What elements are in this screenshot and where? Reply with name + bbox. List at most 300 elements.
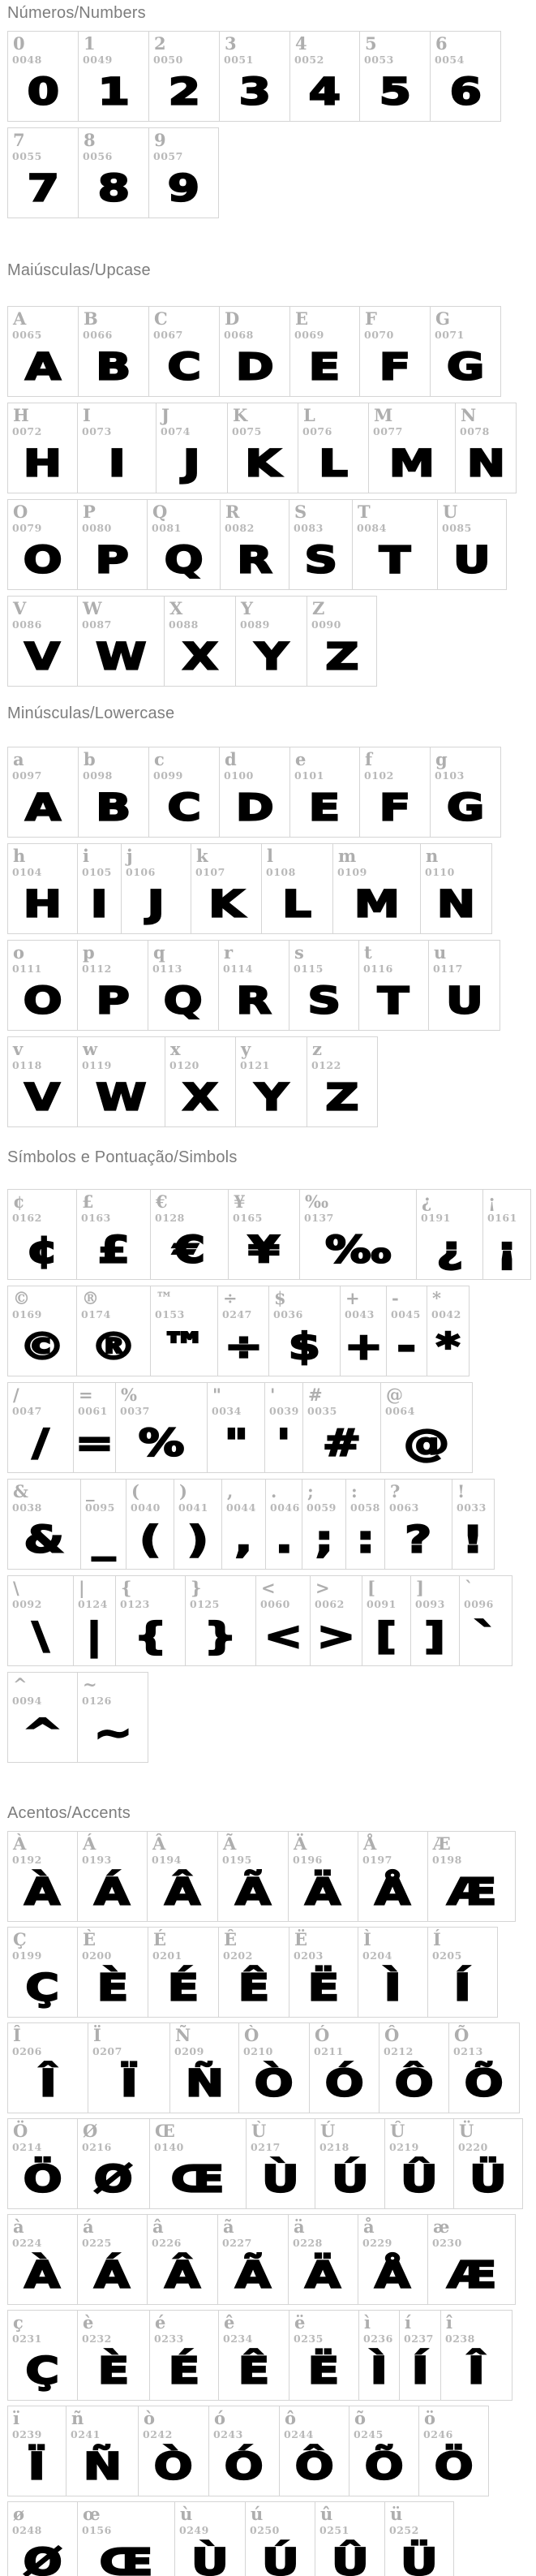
glyph-cell	[217, 2214, 289, 2305]
reference-character: Ú	[320, 2121, 336, 2141]
reference-character: .	[271, 1481, 277, 1501]
character-code: 0049	[83, 54, 113, 66]
reference-character: Ø	[83, 2121, 98, 2141]
character-code: 0056	[83, 150, 113, 162]
character-code: 0045	[391, 1308, 421, 1320]
reference-character: å	[363, 2216, 375, 2237]
character-code: 0229	[362, 2237, 392, 2249]
glyph-sample: Ô	[294, 2445, 334, 2489]
character-code: 0116	[363, 963, 393, 975]
character-code: 0163	[81, 1212, 111, 1224]
glyph-sample: K	[208, 883, 244, 927]
glyph-sample: Å	[375, 2254, 411, 2298]
character-code: 0161	[487, 1212, 517, 1224]
glyph-sample: S	[304, 539, 337, 583]
glyph-cell	[115, 1382, 208, 1473]
reference-character: ë	[294, 2312, 306, 2333]
reference-character: ]	[416, 1578, 424, 1598]
glyph-cell	[427, 1927, 498, 2018]
reference-character: è	[83, 2312, 94, 2333]
character-code: 0073	[82, 425, 112, 437]
reference-character: N	[461, 405, 477, 425]
reference-character: <	[261, 1578, 276, 1598]
reference-character: a	[13, 749, 24, 769]
glyph-sample: -	[397, 1325, 417, 1369]
glyph-sample: 9	[167, 167, 200, 211]
glyph-sample: ‰	[324, 1229, 392, 1273]
glyph-sample: Í	[411, 2350, 429, 2393]
glyph-sample: Q	[164, 980, 203, 1023]
reference-character: d	[225, 749, 237, 769]
glyph-cell	[77, 940, 148, 1031]
glyph-cell	[77, 1672, 148, 1763]
glyph-cell	[359, 747, 431, 838]
reference-character: ô	[285, 2408, 297, 2428]
character-code: 0248	[12, 2524, 42, 2536]
glyph-sample: ™	[161, 1325, 208, 1369]
glyph-cell	[77, 843, 122, 934]
glyph-cell	[78, 747, 149, 838]
glyph-sample: Â	[165, 2254, 200, 2298]
character-code: 0196	[293, 1854, 323, 1866]
reference-character: S	[294, 502, 307, 522]
character-code: 0076	[302, 425, 332, 437]
glyph-cell	[7, 747, 79, 838]
reference-character: ó	[214, 2408, 226, 2428]
glyph-sample: Â	[165, 1871, 200, 1915]
glyph-sample: Ç	[25, 1966, 60, 2010]
character-code: 0091	[367, 1598, 397, 1610]
glyph-cell	[7, 1036, 78, 1127]
glyph-row	[7, 1189, 536, 1280]
glyph-sample: Ù	[191, 2541, 229, 2576]
glyph-grid	[7, 747, 536, 1127]
glyph-sample: Ö	[434, 2445, 474, 2489]
glyph-sample: V	[24, 1076, 61, 1120]
glyph-cell	[7, 940, 78, 1031]
glyph-row	[7, 1927, 536, 2018]
glyph-cell	[359, 306, 431, 397]
glyph-cell	[427, 2214, 516, 2305]
glyph-cell	[380, 1382, 473, 1473]
glyph-cell	[88, 2022, 170, 2113]
reference-character: ,	[227, 1481, 234, 1501]
character-code: 0052	[294, 54, 324, 66]
glyph-cell	[307, 1036, 378, 1127]
character-code: 0252	[389, 2524, 419, 2536]
character-code: 0046	[270, 1501, 300, 1514]
character-code: 0037	[120, 1405, 150, 1417]
glyph-sample: ®	[90, 1325, 137, 1369]
glyph-sample: L	[282, 883, 312, 927]
character-code: 0072	[12, 425, 42, 437]
character-code: 0063	[389, 1501, 419, 1514]
glyph-sample: #	[322, 1422, 362, 1466]
reference-character: ø	[13, 2504, 25, 2524]
glyph-cell	[77, 1927, 148, 2018]
glyph-sample: \	[32, 1615, 49, 1659]
glyph-cell	[7, 1382, 74, 1473]
section-title: Símbolos e Pontuação/Simbols	[7, 1148, 238, 1166]
glyph-sample: Z	[325, 635, 358, 679]
reference-character: ™	[156, 1288, 173, 1308]
reference-character: y	[241, 1039, 251, 1059]
glyph-row	[7, 596, 536, 687]
reference-character: T	[358, 502, 371, 522]
glyph-sample: J	[183, 442, 200, 486]
reference-character: I	[83, 405, 91, 425]
glyph-grid	[7, 1831, 536, 2576]
reference-character: Í	[433, 1929, 441, 1949]
glyph-cell	[255, 1575, 311, 1666]
reference-character: ®	[82, 1288, 99, 1308]
character-code: 0121	[240, 1059, 270, 1071]
glyph-cell	[7, 1286, 77, 1376]
glyph-sample: [	[375, 1615, 397, 1659]
glyph-cell	[7, 499, 78, 590]
glyph-sample: X	[182, 1076, 218, 1120]
character-code: 0075	[232, 425, 262, 437]
character-code: 0199	[12, 1949, 42, 1962]
glyph-sample: Õ	[364, 2445, 404, 2489]
character-code: 0071	[435, 329, 465, 341]
character-code: 0074	[161, 425, 191, 437]
reference-character: `	[465, 1578, 474, 1598]
glyph-cell	[384, 1479, 452, 1570]
reference-character: À	[13, 1833, 27, 1854]
glyph-sample: Ñ	[83, 2445, 122, 2489]
glyph-sample: Ã	[235, 2254, 271, 2298]
glyph-sample: &	[24, 1518, 65, 1562]
reference-character: /	[13, 1385, 19, 1405]
glyph-cell	[218, 1927, 289, 2018]
character-code: 0219	[389, 2141, 419, 2153]
glyph-sample: Î	[39, 2062, 57, 2106]
glyph-cell	[289, 31, 360, 122]
glyph-sample: 5	[379, 71, 411, 114]
character-code: 0156	[82, 2524, 112, 2536]
glyph-cell	[148, 1927, 219, 2018]
reference-character: l	[267, 846, 273, 866]
glyph-sample: I	[108, 442, 126, 486]
glyph-cell	[150, 1189, 229, 1280]
reference-character: E	[295, 308, 309, 329]
glyph-cell	[77, 499, 148, 590]
reference-character: U	[443, 502, 458, 522]
reference-character: w	[83, 1039, 98, 1059]
glyph-sample: Í	[454, 1966, 471, 2010]
character-code: 0098	[83, 769, 113, 782]
glyph-sample: T	[379, 539, 411, 583]
reference-character: ¥	[234, 1191, 246, 1212]
character-code: 0119	[82, 1059, 112, 1071]
character-code: 0230	[432, 2237, 462, 2249]
character-code: 0086	[12, 618, 42, 631]
glyph-sample: L	[319, 442, 348, 486]
character-code: 0097	[12, 769, 42, 782]
glyph-cell	[218, 2310, 289, 2401]
character-code: 0220	[458, 2141, 488, 2153]
glyph-sample: _	[92, 1518, 115, 1562]
glyph-cell	[453, 2118, 523, 2209]
character-code: 0198	[432, 1854, 462, 1866]
character-code: 0058	[350, 1501, 380, 1514]
glyph-sample: R	[236, 980, 272, 1023]
reference-character: n	[426, 846, 439, 866]
glyph-cell	[7, 2022, 88, 2113]
character-code: 0059	[307, 1501, 337, 1514]
charmap-section	[7, 1148, 536, 1763]
reference-character: Ê	[224, 1929, 238, 1949]
character-code: 0048	[12, 54, 42, 66]
character-code: 0251	[319, 2524, 349, 2536]
glyph-cell	[148, 31, 220, 122]
reference-character: ?	[390, 1481, 401, 1501]
glyph-sample: U	[453, 539, 491, 583]
glyph-cell	[418, 2406, 489, 2496]
character-map	[7, 3, 536, 2576]
glyph-cell	[368, 403, 456, 493]
glyph-cell	[430, 747, 501, 838]
reference-character: #	[308, 1385, 323, 1405]
reference-character: *	[432, 1288, 441, 1308]
glyph-sample: É	[167, 1966, 199, 2010]
reference-character: (	[131, 1481, 139, 1501]
character-code: 0100	[224, 769, 254, 782]
glyph-cell	[7, 2501, 78, 2576]
glyph-sample: Ø	[23, 2541, 62, 2576]
glyph-cell	[288, 2214, 358, 2305]
reference-character: Y	[241, 598, 253, 618]
glyph-sample: Ä	[305, 2254, 341, 2298]
reference-character: ä	[294, 2216, 305, 2237]
glyph-sample: Ë	[308, 2350, 340, 2393]
glyph-sample: Ã	[235, 1871, 271, 1915]
reference-character: ¿	[422, 1191, 432, 1212]
reference-character: p	[83, 942, 95, 963]
glyph-grid	[7, 31, 536, 218]
reference-character: J	[161, 405, 169, 425]
glyph-sample: `	[474, 1615, 498, 1659]
glyph-cell	[482, 1189, 531, 1280]
glyph-cell	[115, 1575, 186, 1666]
character-code: 0094	[12, 1695, 42, 1707]
reference-character: O	[13, 502, 28, 522]
reference-character: Ä	[294, 1833, 307, 1854]
glyph-sample: Ù	[262, 2158, 299, 2202]
glyph-sample: W	[96, 1076, 147, 1120]
glyph-sample: M	[354, 883, 400, 927]
character-code: 0214	[12, 2141, 42, 2153]
glyph-cell	[147, 1831, 218, 1922]
reference-character: Å	[363, 1833, 377, 1854]
character-code: 0202	[223, 1949, 253, 1962]
reference-character: ~	[83, 1674, 97, 1695]
reference-character: ¡	[488, 1191, 496, 1212]
glyph-sample: F	[379, 786, 411, 830]
glyph-cell	[221, 1479, 266, 1570]
reference-character: 2	[154, 33, 166, 54]
reference-character: x	[170, 1039, 181, 1059]
glyph-cell	[235, 1036, 307, 1127]
reference-character: õ	[354, 2408, 367, 2428]
glyph-row	[7, 1479, 536, 1570]
character-code: 0234	[223, 2333, 253, 2345]
reference-character: È	[83, 1929, 96, 1949]
character-code: 0192	[12, 1854, 42, 1866]
reference-character: Ó	[315, 2025, 330, 2045]
character-code: 0194	[152, 1854, 182, 1866]
character-code: 0044	[226, 1501, 256, 1514]
glyph-sample: Û	[401, 2158, 438, 2202]
glyph-cell	[66, 2406, 139, 2496]
reference-character: A	[13, 308, 27, 329]
glyph-row	[7, 843, 536, 934]
glyph-cell	[245, 2501, 315, 2576]
reference-character: É	[153, 1929, 167, 1949]
character-code: 0209	[174, 2045, 204, 2057]
reference-character: ;	[307, 1481, 314, 1501]
character-code: 0057	[153, 150, 183, 162]
character-code: 0108	[266, 866, 296, 878]
reference-character: ‰	[305, 1191, 329, 1212]
reference-character: û	[320, 2504, 333, 2524]
reference-character: :	[351, 1481, 358, 1501]
reference-character: \	[13, 1578, 19, 1598]
glyph-sample: T	[378, 980, 410, 1023]
glyph-cell	[238, 2022, 310, 2113]
character-code: 0107	[195, 866, 225, 878]
glyph-cell	[359, 31, 431, 122]
character-code: 0162	[12, 1212, 42, 1224]
glyph-cell	[7, 1575, 74, 1666]
glyph-cell	[358, 940, 429, 1031]
reference-character: P	[83, 502, 96, 522]
glyph-cell	[7, 2118, 78, 2209]
reference-character: K	[233, 405, 248, 425]
reference-character: r	[224, 942, 234, 963]
character-code: 0246	[423, 2428, 453, 2440]
reference-character: R	[225, 502, 240, 522]
character-code: 0243	[213, 2428, 243, 2440]
glyph-sample: Á	[94, 2254, 131, 2298]
character-code: 0050	[153, 54, 183, 66]
character-code: 0207	[92, 2045, 122, 2057]
character-code: 0200	[82, 1949, 112, 1962]
character-code: 0249	[179, 2524, 209, 2536]
glyph-cell	[7, 403, 78, 493]
glyph-cell	[77, 403, 157, 493]
reference-character: Ï	[93, 2025, 101, 2045]
glyph-cell	[191, 843, 262, 934]
reference-character: 1	[84, 33, 96, 54]
glyph-cell	[358, 1831, 428, 1922]
reference-character: Ñ	[175, 2025, 191, 2045]
character-code: 0205	[432, 1949, 462, 1962]
glyph-row	[7, 1575, 536, 1666]
glyph-cell	[315, 2118, 385, 2209]
glyph-cell	[235, 596, 307, 687]
glyph-sample: ¿	[436, 1229, 463, 1273]
glyph-sample: $	[288, 1325, 321, 1369]
reference-character: Ô	[384, 2025, 400, 2045]
glyph-sample: I	[91, 883, 108, 927]
reference-character: e	[295, 749, 307, 769]
reference-character: Ì	[363, 1929, 371, 1949]
reference-character: ÷	[223, 1288, 238, 1308]
reference-character: k	[196, 846, 208, 866]
character-code: 0105	[82, 866, 112, 878]
reference-character: ç	[13, 2312, 24, 2333]
character-code: 0165	[233, 1212, 263, 1224]
glyph-cell	[448, 2022, 520, 2113]
glyph-grid	[7, 306, 536, 687]
glyph-sample: Œ	[99, 2541, 153, 2576]
reference-character: ê	[224, 2312, 235, 2333]
reference-character: g	[435, 749, 448, 769]
glyph-cell	[7, 2310, 78, 2401]
reference-character: M	[374, 405, 393, 425]
glyph-sample: F	[379, 346, 411, 390]
character-code: 0226	[152, 2237, 182, 2249]
glyph-sample: G	[446, 346, 485, 390]
character-code: 0080	[82, 522, 112, 534]
character-code: 0095	[85, 1501, 115, 1514]
reference-character: G	[435, 308, 450, 329]
character-code: 0089	[240, 618, 270, 631]
glyph-cell	[165, 1036, 236, 1127]
character-code: 0204	[362, 1949, 392, 1962]
character-code: 0070	[364, 329, 394, 341]
glyph-sample: {	[134, 1615, 167, 1659]
glyph-cell	[174, 1479, 222, 1570]
reference-character: !	[457, 1481, 465, 1501]
glyph-sample: €	[173, 1229, 206, 1273]
reference-character: C	[154, 308, 168, 329]
character-code: 0211	[314, 2045, 344, 2057]
glyph-cell	[440, 2310, 512, 2401]
reference-character: Œ	[155, 2121, 175, 2141]
reference-character: 8	[84, 130, 96, 150]
glyph-sample: G	[446, 786, 485, 830]
glyph-cell	[7, 1927, 78, 2018]
character-code: 0081	[152, 522, 182, 534]
character-code: 0061	[78, 1405, 108, 1417]
glyph-sample: Ü	[401, 2541, 438, 2576]
glyph-cell	[147, 499, 221, 590]
character-code: 0041	[178, 1501, 208, 1514]
character-code: 0069	[294, 329, 324, 341]
reference-character: Ç	[13, 1929, 27, 1949]
character-code: 0193	[82, 1854, 112, 1866]
character-code: 0079	[12, 522, 42, 534]
glyph-cell	[268, 1286, 341, 1376]
character-code: 0109	[337, 866, 367, 878]
glyph-row	[7, 1382, 536, 1473]
glyph-sample: Y	[255, 1076, 288, 1120]
glyph-sample: £	[97, 1229, 130, 1273]
reference-character: ù	[180, 2504, 193, 2524]
character-code: 0082	[225, 522, 255, 534]
glyph-cell	[207, 1382, 265, 1473]
glyph-cell	[78, 31, 149, 122]
glyph-sample: S	[307, 980, 341, 1023]
glyph-sample: 6	[449, 71, 482, 114]
glyph-cell	[299, 1189, 417, 1280]
character-code: 0036	[273, 1308, 303, 1320]
glyph-sample: Á	[94, 1871, 131, 1915]
glyph-cell	[265, 1479, 302, 1570]
